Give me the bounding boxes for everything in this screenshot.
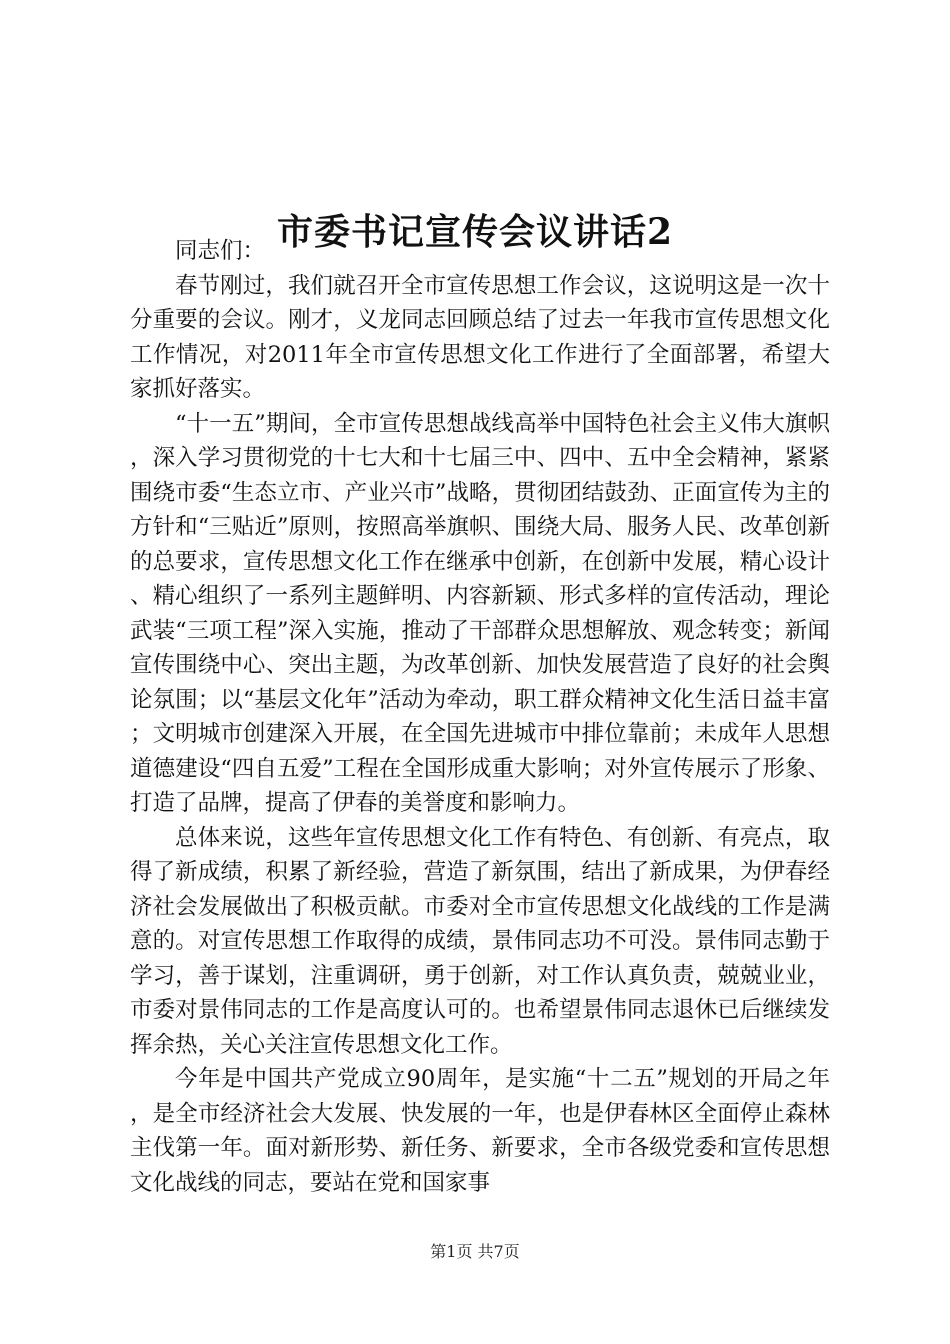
page-number-footer: 第1页 共7页 (430, 1242, 520, 1261)
salutation: 同志们： (175, 238, 266, 264)
paragraph: 今年是中国共产党成立90周年，是实施“十二五”规划的开局之年，是全市经济社会大发展、快发展的一年，也是伊春林区全面停止森林主伐第一年。面对新形势、新任务、新要求，全市各级党委和宣传思想文化战线的同志，要站在党和国家事 (130, 1066, 830, 1196)
paragraph: 春节刚过，我们就召开全市宣传思想工作会议，这说明这是一次十分重要的会议。刚才，义龙同志回顾总结了过去一年我市宣传思想文化工作情况，对2011年全市宣传思想文化工作进行了全面部署，希望大家抓好落实。 (130, 272, 830, 402)
document-body (130, 234, 830, 1200)
page-title: 市委书记宣传会议讲话2 (276, 211, 674, 254)
paragraph: “十一五”期间，全市宣传思想战线高举中国特色社会主义伟大旗帜，深入学习贯彻党的十七大和十七届三中、四中、五中全会精神，紧紧围绕市委“生态立市、产业兴市”战略，贯彻团结鼓劲、正面宣传为主的方针和“三贴近”原则，按照高举旗帜、围绕大局、服务人民、改革创新的总要求，宣传思想文化工作在继承中创新，在创新中发展，精心设计、精心组织了一系列主题鲜明、内容新颖、形式多样的宣传活动，理论武装“三项工程”深入实施，推动了干部群众思想解放、观念转变；新闻宣传围绕中心、突出主题，为改革创新、加快发展营造了良好的社会舆论氛围；以“基层文化年”活动为牵动，职工群众精神文化生活日益丰富；文明城市创建深入开展，在全国先进城市中排位靠前；未成年人思想道德建设“四自五爱”工程在全国形成重大影响；对外宣传展示了形象、打造了品牌，提高了伊春的美誉度和影响力。 (130, 410, 830, 816)
paragraph: 总体来说，这些年宣传思想文化工作有特色、有创新、有亮点，取得了新成绩，积累了新经验，营造了新氛围，结出了新成果，为伊春经济社会发展做出了积极贡献。市委对全市宣传思想文化战线的工作是满意的。对宣传思想工作取得的成绩，景伟同志功不可没。景伟同志勤于学习，善于谋划，注重调研，勇于创新，对工作认真负责，兢兢业业，市委对景伟同志的工作是高度认可的。也希望景伟同志退休已后继续发挥余热，关心关注宣传思想文化工作。 (130, 824, 830, 1058)
